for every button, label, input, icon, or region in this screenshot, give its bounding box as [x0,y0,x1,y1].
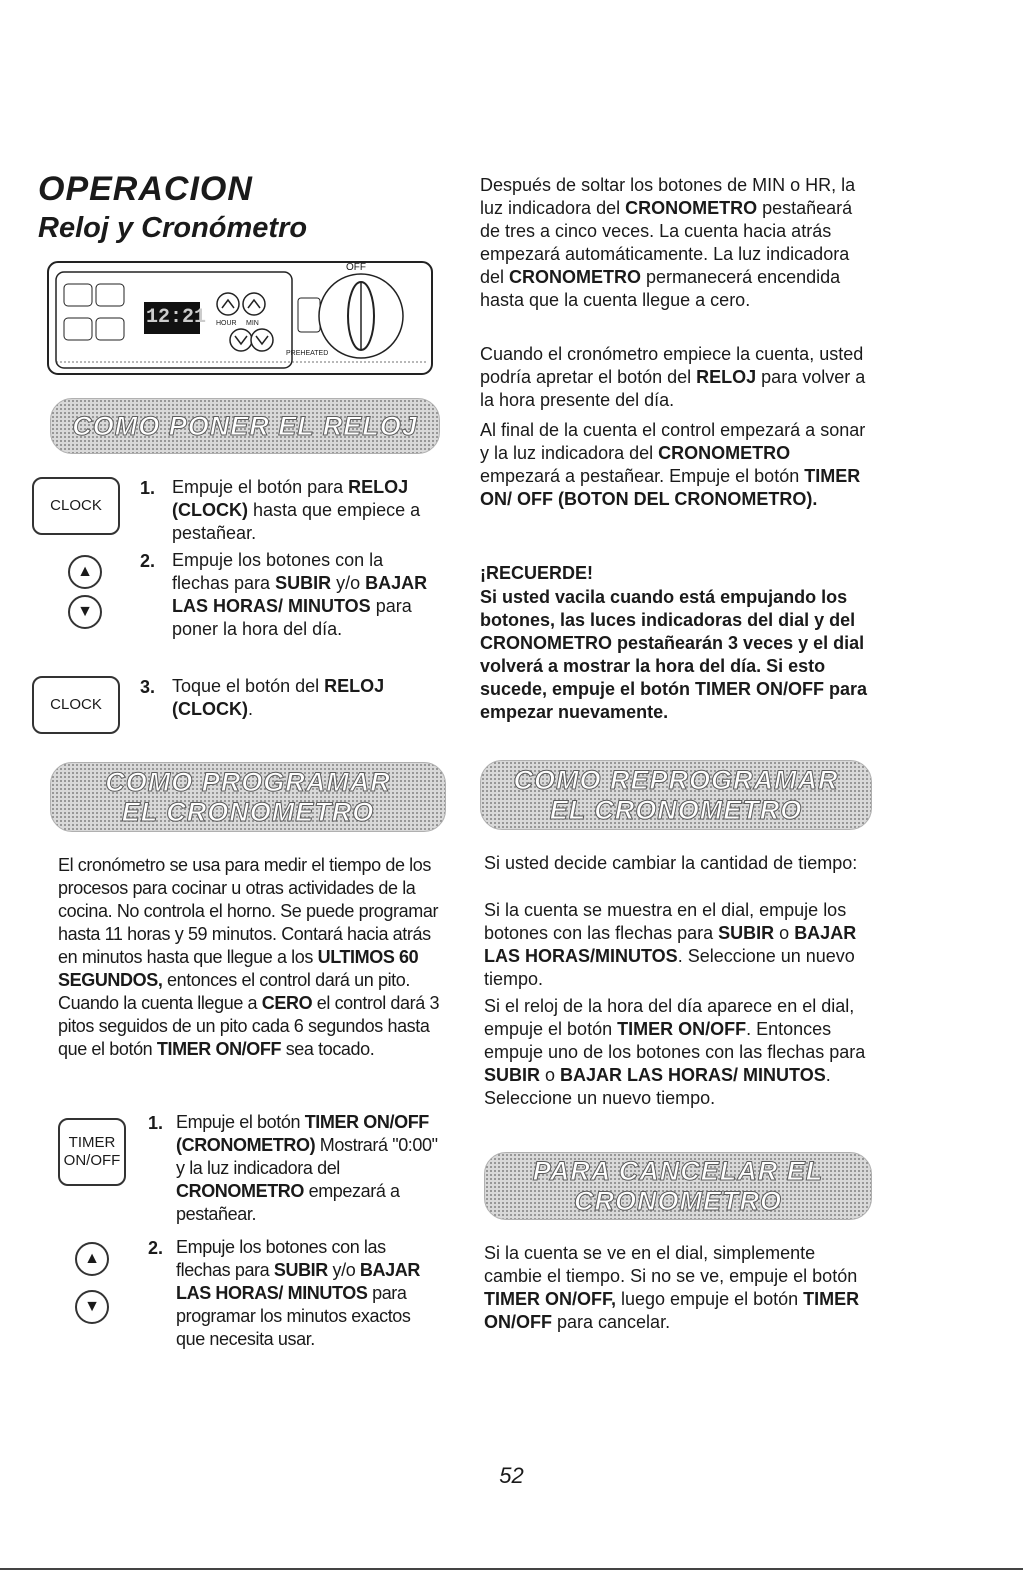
clock-step-3: Toque el botón del RELOJ (CLOCK). [172,676,385,719]
step-number: 2. [148,1238,164,1258]
step-number: 1. [148,1113,164,1133]
right-paragraph-2: Cuando el cronómetro empiece la cuenta, usted podría apretar el botón del RELOJ para volver a la hora presente del día. [480,344,866,410]
step-number: 1. [140,478,156,498]
page-subtitle: Reloj y Cronómetro [38,212,308,244]
timer-step-2: Empuje los botones con las flechas para SUBIR y/o BAJAR LAS HORAS/ MINUTOS para programar los minutos exactos que necesita usar. [176,1237,420,1349]
right-paragraph-3: Al final de la cuenta el control empezará a sonar y la luz indicadora del CRONOMETRO empezará a pestañear. Empuje el botón TIMER ON/ OFF (BOTON DEL CRONOMETRO). [480,420,866,509]
section-banner-set-clock [50,398,440,454]
clock-key-icon-2 [32,676,120,734]
timer-intro-paragraph: El cronómetro se usa para medir el tiempo de los procesos para cocinar u otras actividades de la cocina. No controla el horno. Se puede programar hasta 11 horas y 59 minutos. Contará hacia atrás en minutos hasta que llegue a los ULTIMOS 60 SEGUNDOS, entonces el control dará un pito. Cuando la cuenta llegue a CERO el control dará 3 pitos seguidos de un pito cada 6 segundos hasta que el botón TIMER ON/OFF sea tocado. [58,855,440,1059]
arrow-down-icon: ▼ [75,1290,109,1324]
panel-display-readout: 12:21 [146,306,207,329]
panel-preheated-label: PREHEATED [286,350,329,357]
panel-min-label: MIN [246,320,259,327]
control-panel-illustration [46,258,434,378]
timer-step-1: Empuje el botón TIMER ON/OFF (CRONOMETRO) Mostrará "0:00" y la luz indicadora del CRONOMETRO empezará a pestañear. [176,1112,438,1224]
right-paragraph-4: Si usted decide cambiar la cantidad de tiempo: [484,853,858,873]
banner-text-line1: PARA CANCELAR EL [532,1156,824,1186]
right-paragraph-7: Si la cuenta se ve en el dial, simplemente cambie el tiempo. Si no se ve, empuje el botón TIMER ON/OFF, luego empuje el botón TIMER ON/OFF para cancelar. [484,1243,860,1332]
bottom-rule [0,1568,1023,1570]
arrow-down-icon: ▼ [68,595,102,629]
right-paragraph-5: Si la cuenta se muestra en el dial, empuje los botones con las flechas para SUBIR o BAJAR LAS HORAS/MINUTOS. Seleccione un nuevo tiempo. [484,900,857,989]
step-number: 2. [140,551,156,571]
right-paragraph-1: Después de soltar los botones de MIN o HR, la luz indicadora del CRONOMETRO pestañeará de tres a cinco veces. La cuenta hacia atrás empezará automáticamente. La luz indicadora del CRONOMETRO permanecerá encendida hasta que la cuenta llegue a cero. [480,175,856,310]
step-number: 3. [140,677,156,697]
section-banner-reprogram-timer [480,760,872,830]
page-number: 52 [499,1463,524,1488]
clock-key-label: CLOCK [50,497,102,514]
remember-body: Si usted vacila cuando está empujando los botones, las luces indicadoras del dial y del CRONOMETRO pestañearán 3 veces y el dial volverá a mostrar la hora del día. Si esto sucede, empuje el botón TIMER ON/OFF para empezar nuevamente. [480,587,868,722]
remember-heading: ¡RECUERDE! [480,563,594,583]
right-paragraph-6: Si el reloj de la hora del día aparece en el dial, empuje el botón TIMER ON/OFF. Entonces empuje uno de los botones con las flechas para SUBIR o BAJAR LAS HORAS/ MINUTOS. Seleccione un nuevo tiempo. [484,996,866,1108]
timer-key-label-2: ON/OFF [63,1152,121,1169]
control-panel-drawing [46,258,434,378]
banner-text: COMO PONER EL RELOJ [72,411,418,441]
clock-key-icon [32,477,120,535]
page-title: OPERACION [38,170,253,208]
banner-text-line1: COMO PROGRAMAR [105,767,391,797]
section-banner-cancel-timer [484,1152,872,1220]
section-banner-program-timer [50,762,446,832]
clock-step-1: Empuje el botón para RELOJ (CLOCK) hasta que empiece a pestañear. [172,477,421,543]
banner-text-line2: EL CRONOMETRO [549,795,803,825]
clock-step-2: Empuje los botones con la flechas para SUBIR y/o BAJAR LAS HORAS/ MINUTOS para poner la hora del día. [172,550,428,639]
banner-text-line2: CRONOMETRO [574,1186,782,1216]
clock-key-label-2: CLOCK [50,696,102,713]
timer-key-label-1: TIMER [68,1134,116,1151]
banner-text-line2: EL CRONOMETRO [121,797,375,827]
arrow-up-icon: ▲ [75,1242,109,1276]
panel-off-label: OFF [346,262,366,273]
timer-key-icon [58,1118,126,1186]
panel-hour-label: HOUR [216,320,237,327]
arrow-up-icon: ▲ [68,555,102,589]
banner-text-line1: COMO REPROGRAMAR [513,765,839,795]
